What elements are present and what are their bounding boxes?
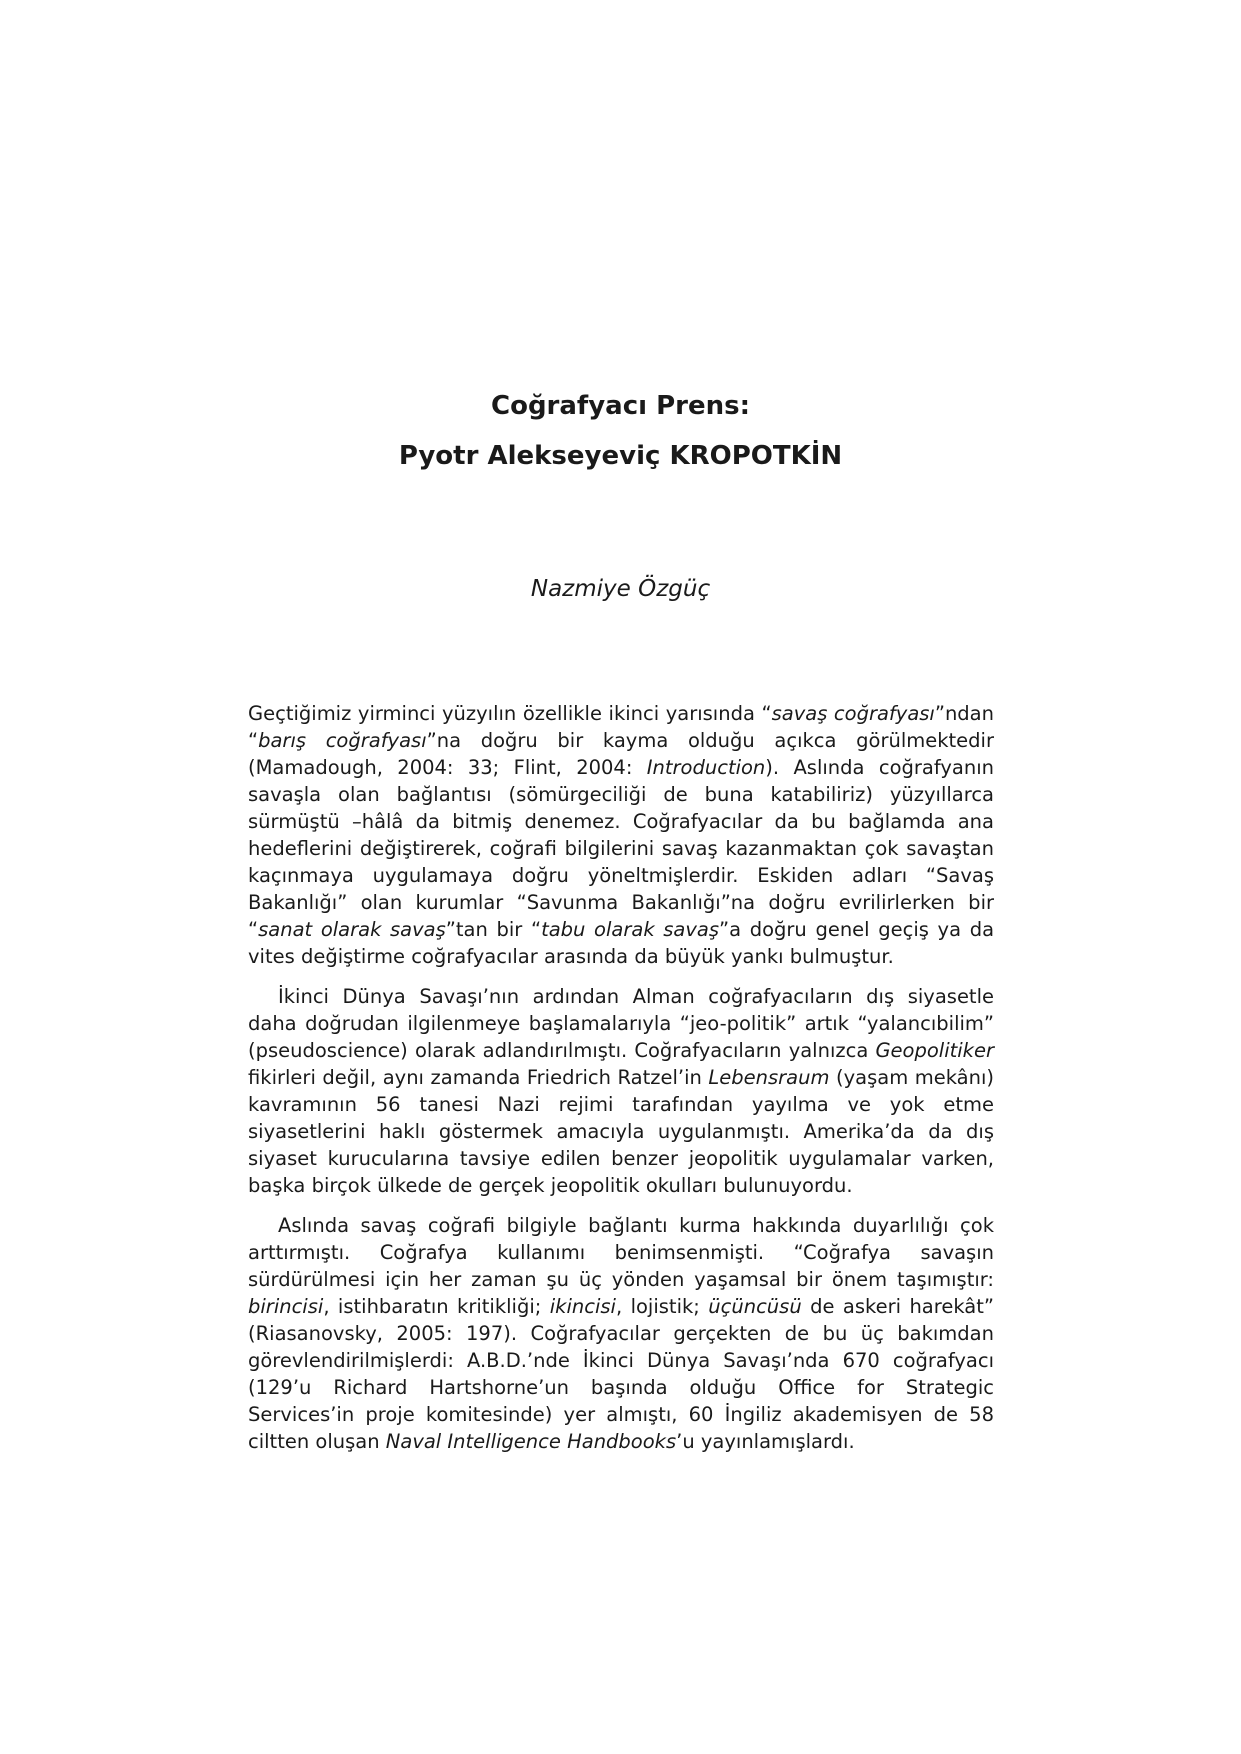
italic-phrase: Introduction bbox=[646, 756, 766, 779]
paragraph: Geçtiğimiz yirminci yüzyılın özellikle ikinci yarısında “savaş coğrafyası”ndan “barış coğrafyası”na doğru bir kayma olduğu açıkca görülmektedir (Mamadough, 2004: 33; Flint, 2004: Introduction). Aslında coğrafyanın savaşla olan bağlantısı (sömürgeciliği de buna katabiliriz) yüzyıllarca sürmüştü –hâlâ da bitmiş denemez. Coğrafyacılar da bu bağlamda ana hedeflerini değiştirerek, coğrafi bilgilerini savaş kazanmaktan çok savaştan kaçınmaya uygulamaya doğru yöneltmişlerdir. Eskiden adları “Savaş Bakanlığı” olan kurumlar “Savunma Bakanlığı”na doğru evrilirlerken bir “sanat olarak savaş”tan bir “tabu olarak savaş”a doğru genel geçiş ya da vites değiştirme coğrafyacılar arasında da büyük yankı bulmuştur. bbox=[248, 702, 995, 968]
italic-phrase: birincisi bbox=[248, 1295, 324, 1318]
author-name: Nazmiye Özgüç bbox=[530, 576, 711, 602]
italic-phrase: Naval Intelligence Handbooks bbox=[385, 1430, 677, 1453]
italic-phrase: Lebensraum bbox=[708, 1066, 830, 1089]
italic-phrase: ikincisi bbox=[549, 1295, 616, 1318]
title-line-2: Pyotr Alekseyeviç KROPOTKİN bbox=[398, 441, 843, 471]
italic-phrase: savaş coğrafyası bbox=[771, 702, 935, 725]
italic-phrase: Geopolitiker bbox=[875, 1039, 994, 1062]
body-text bbox=[248, 700, 994, 1468]
title-line-1: Coğrafyacı Prens: bbox=[491, 391, 750, 421]
italic-phrase: sanat olarak savaş bbox=[258, 918, 446, 941]
italic-phrase: barış coğrafyası bbox=[258, 729, 427, 752]
chapter-title bbox=[0, 381, 1241, 481]
paragraph: İkinci Dünya Savaşı’nın ardından Alman coğrafyacıların dış siyasetle daha doğrudan ilgilenmeye başlamalarıyla “jeo-politik” artık “yalancıbilim” (pseudoscience) olarak adlandırılmıştı. Coğrafyacıların yalnızca Geopolitiker fikirleri değil, aynı zamanda Friedrich Ratzel’in Lebensraum (yaşam mekânı) kavramının 56 tanesi Nazi rejimi tarafından yayılma ve yok etme siyasetlerini haklı göstermek amacıyla uygulanmıştı. Amerika’da da dış siyaset kurucularına tavsiye edilen benzer jeopolitik uygulamalar varken, başka birçok ülkede de gerçek jeopolitik okulları bulunuyordu. bbox=[248, 985, 995, 1197]
italic-phrase: üçüncüsü bbox=[708, 1295, 802, 1318]
paragraph: Aslında savaş coğrafi bilgiyle bağlantı kurma hakkında duyarlılığı çok arttırmıştı. Coğrafya kullanımı benimsenmişti. “Coğrafya savaşın sürdürülmesi için her zaman şu üç yönden yaşamsal bir önem taşımıştır: birincisi, istihbaratın kritikliği; ikincisi, lojistik; üçüncüsü de askeri harekât” (Riasanovsky, 2005: 197). Coğrafyacılar gerçekten de bu üç bakımdan görevlendirilmişlerdi: A.B.D.’nde İkinci Dünya Savaşı’nda 670 coğrafyacı (129’u Richard Hartshorne’un başında olduğu Office for Strategic Services’in proje komitesinde) yer almıştı, 60 İngiliz akademisyen de 58 ciltten oluşan Naval Intelligence Handbooks’u yayınlamışlardı. bbox=[248, 1214, 994, 1453]
italic-phrase: tabu olarak savaş bbox=[541, 918, 720, 941]
